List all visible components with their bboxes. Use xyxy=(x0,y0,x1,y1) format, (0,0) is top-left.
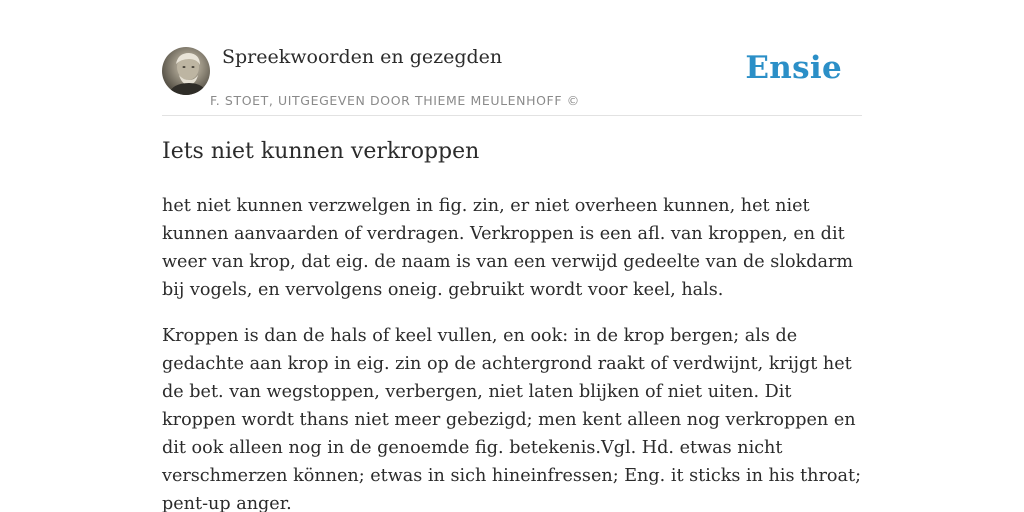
definition-paragraph: het niet kunnen verzwelgen in fig. zin, er niet overheen kunnen, het niet kunnen aanvaarden of verdragen. Verkroppen is een afl. van kroppen, en dit weer van krop, dat eig. de naam is van een verwijd gedeelte van de slokdarm bij vogels, en vervolgens oneig. gebruikt wordt voor keel, hals. xyxy=(162,196,854,300)
entry-definition xyxy=(162,192,864,512)
source-title[interactable]: Spreekwoorden en gezegden xyxy=(222,46,503,68)
source-credit: F. STOET, UITGEGEVEN DOOR THIEME MEULENHOFF © xyxy=(210,93,580,108)
portrait-icon xyxy=(162,47,210,95)
source-header xyxy=(162,45,862,116)
entry-title: Iets niet kunnen verkroppen xyxy=(162,139,480,164)
author-avatar[interactable] xyxy=(162,47,210,95)
definition-paragraph: Kroppen is dan de hals of keel vullen, en ook: in de krop bergen; als de gedachte aan krop in eig. zin op de achtergrond raakt of verdwijnt, krijgt het de bet. van wegstoppen, verbergen, niet laten blijken of niet uiten. Dit kroppen wordt thans niet meer gebezigd; men kent alleen nog verkroppen en dit ook alleen nog in de genoemde fig. betekenis.Vgl. Hd. etwas nicht verschmerzen können; etwas in sich hineinfressen; Eng. it sticks in his throat; pent-up anger. xyxy=(162,326,862,512)
ensie-logo-link[interactable]: Ensie xyxy=(745,50,842,86)
